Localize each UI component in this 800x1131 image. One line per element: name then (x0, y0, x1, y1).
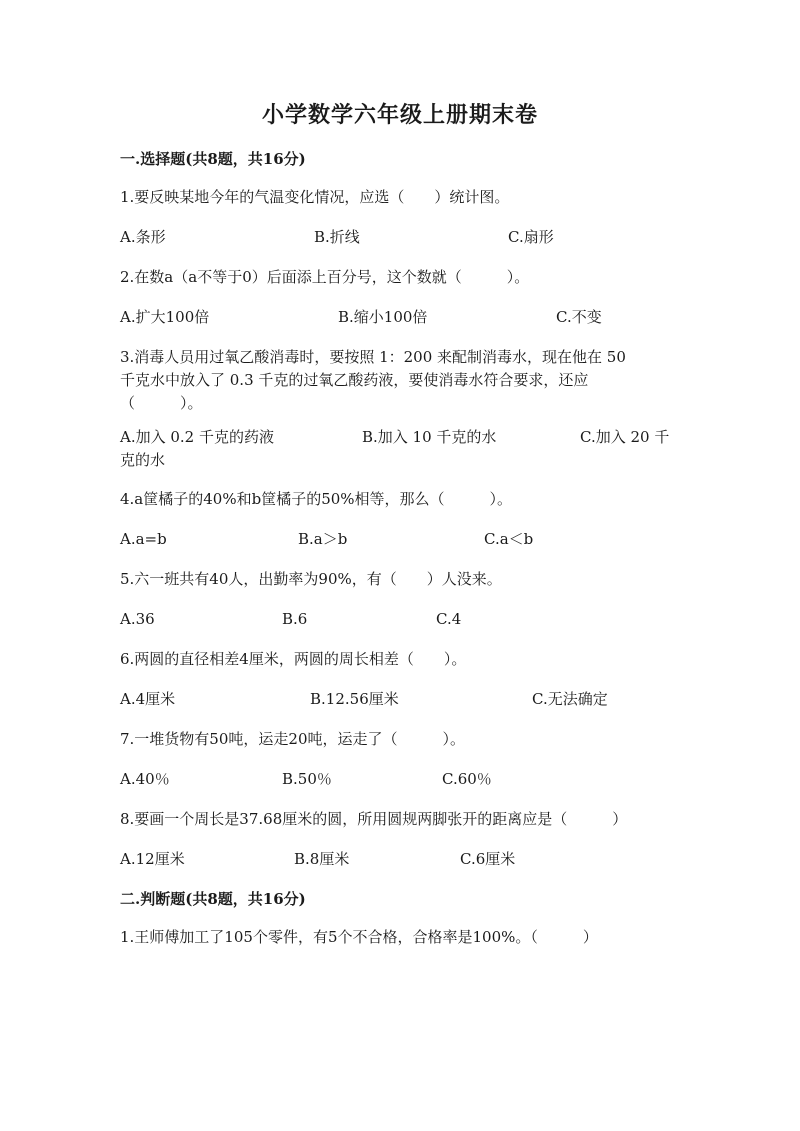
section-heading-judge: 二.判断题(共8题，共16分) (120, 890, 306, 908)
question-3-option-b: B.加入 10 千克的水 (362, 428, 497, 446)
question-5: 5.六一班共有40人，出勤率为90%，有（ ）人没来。 (120, 570, 502, 588)
question-3-line-2: 千克水中放入了 0.3 千克的过氧乙酸药液，要使消毒水符合要求，还应 (120, 371, 589, 389)
question-4-option-b: B.a＞b (298, 530, 348, 548)
question-1-option-c: C.扇形 (508, 228, 554, 246)
question-4: 4.a筐橘子的40%和b筐橘子的50%相等，那么（ ）。 (120, 490, 513, 508)
question-7-option-c: C.60％ (442, 770, 492, 788)
question-3-line-3: （ ）。 (120, 394, 203, 412)
page-title: 小学数学六年级上册期末卷 (261, 102, 538, 128)
question-1: 1.要反映某地今年的气温变化情况，应选（ ）统计图。 (120, 188, 510, 206)
question-4-option-a: A.a=b (120, 530, 167, 548)
question-7-option-a: A.40％ (120, 770, 170, 788)
question-8-option-a: A.12厘米 (120, 850, 185, 868)
question-6-option-c: C.无法确定 (532, 690, 608, 708)
question-6-option-a: A.4厘米 (120, 690, 176, 708)
question-4-option-c: C.a＜b (484, 530, 534, 548)
question-3-option-c: C.加入 20 千 (580, 428, 670, 446)
question-8-option-b: B.8厘米 (294, 850, 350, 868)
question-8-option-c: C.6厘米 (460, 850, 516, 868)
judge-question-1: 1.王师傅加工了105个零件，有5个不合格，合格率是100%。（ ） (120, 928, 598, 946)
question-2-option-b: B.缩小100倍 (338, 308, 428, 326)
question-2-option-c: C.不变 (556, 308, 602, 326)
question-3-option-c-wrap: 克的水 (120, 451, 166, 469)
question-1-option-a: A.条形 (120, 228, 166, 246)
section-heading-choice: 一.选择题(共8题，共16分) (120, 150, 306, 168)
question-3-line-1: 3.消毒人员用过氧乙酸消毒时，要按照 1：200 来配制消毒水，现在他在 50 (120, 348, 626, 366)
question-8: 8.要画一个周长是37.68厘米的圆，所用圆规两脚张开的距离应是（ ） (120, 810, 628, 828)
question-2: 2.在数a（a不等于0）后面添上百分号，这个数就（ ）。 (120, 268, 530, 286)
question-2-option-a: A.扩大100倍 (120, 308, 210, 326)
question-5-option-b: B.6 (282, 610, 308, 628)
question-3-option-a: A.加入 0.2 千克的药液 (120, 428, 274, 446)
question-7-option-b: B.50％ (282, 770, 332, 788)
question-1-option-b: B.折线 (314, 228, 360, 246)
question-6: 6.两圆的直径相差4厘米，两圆的周长相差（ ）。 (120, 650, 467, 668)
question-7: 7.一堆货物有50吨，运走20吨，运走了（ ）。 (120, 730, 465, 748)
question-6-option-b: B.12.56厘米 (310, 690, 399, 708)
question-5-option-a: A.36 (120, 610, 155, 628)
question-5-option-c: C.4 (436, 610, 462, 628)
